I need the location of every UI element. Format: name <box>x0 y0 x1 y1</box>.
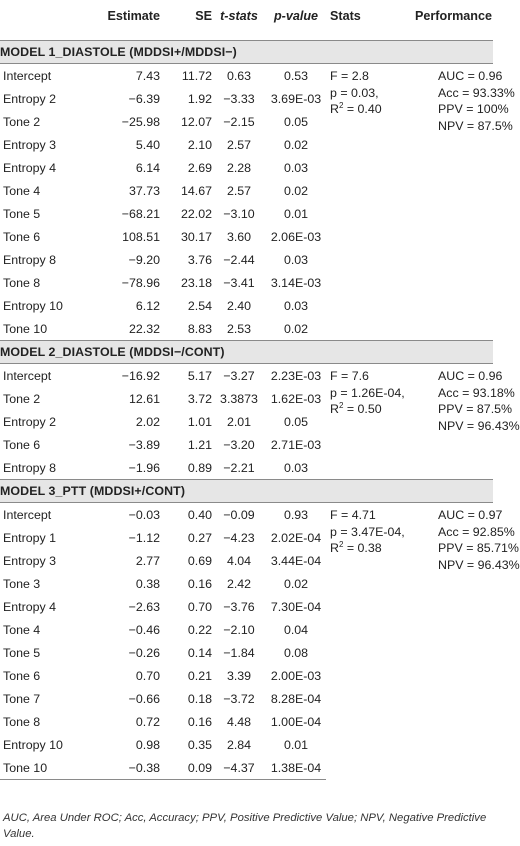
term-cell: Tone 7 <box>3 691 41 706</box>
term-cell: Entropy 10 <box>3 737 63 752</box>
p-value-cell: 0.03 <box>283 252 309 267</box>
se-cell: 1.92 <box>187 91 212 106</box>
r-squared-exponent: 2 <box>338 100 344 110</box>
p-value-cell: 2.71E-03 <box>270 437 322 452</box>
header-estimate: Estimate <box>107 9 160 23</box>
p-value-cell: 3.14E-03 <box>270 275 322 290</box>
model-p-value: p = 3.47E-04, <box>330 524 405 539</box>
table-header-row <box>0 0 493 32</box>
p-value-cell: 2.02E-04 <box>270 530 322 545</box>
t-stat-cell: −4.37 <box>212 756 266 780</box>
term-cell: Entropy 2 <box>3 91 57 106</box>
r-squared-symbol: R <box>330 402 339 416</box>
term-cell: Tone 4 <box>3 183 41 198</box>
model-3-title: MODEL 3_PTT (MDDSI+/CONT) <box>0 480 493 503</box>
table-row <box>0 364 493 388</box>
estimate-cell: −6.39 <box>128 91 160 106</box>
estimate-cell: −68.21 <box>121 206 160 221</box>
performance-metric: AUC = 0.96 <box>438 369 503 383</box>
estimate-cell: −78.96 <box>121 275 160 290</box>
estimate-cell: 0.38 <box>135 576 160 591</box>
term-cell: Tone 10 <box>0 756 102 780</box>
estimate-cell: −9.20 <box>128 252 160 267</box>
t-stat-cell: −3.10 <box>223 206 255 221</box>
performance-metric: NPV = 96.43% <box>438 557 520 572</box>
term-cell: Intercept <box>3 507 52 522</box>
estimate-cell: 0.70 <box>135 668 160 683</box>
performance-metric: AUC = 0.96 <box>438 69 503 83</box>
header-stats: Stats <box>330 9 361 23</box>
se-cell: 0.14 <box>187 645 212 660</box>
t-stat-cell: 2.57 <box>226 137 252 152</box>
se-cell: 8.83 <box>160 317 212 341</box>
p-value-cell: 0.93 <box>283 507 309 522</box>
table-footnote: AUC, Area Under ROC; Acc, Accuracy; PPV, Positive Predictive Value; NPV, Negative Predictive Value. <box>3 812 487 840</box>
model-3-performance <box>414 503 520 780</box>
p-value-cell: 2.00E-03 <box>270 668 322 683</box>
t-stat-cell: −3.72 <box>223 691 255 706</box>
term-cell: Tone 3 <box>3 576 41 591</box>
estimate-cell: 6.12 <box>135 298 160 313</box>
p-value-cell: 0.05 <box>283 114 309 129</box>
term-cell: Tone 8 <box>3 275 41 290</box>
term-cell: Intercept <box>3 68 52 83</box>
estimate-cell: 7.43 <box>135 68 160 83</box>
estimate-cell: −16.92 <box>121 368 160 383</box>
estimate-cell: −0.66 <box>128 691 160 706</box>
header-term <box>0 0 102 32</box>
term-cell: Entropy 8 <box>0 456 102 480</box>
p-value-cell: 1.00E-04 <box>270 714 322 729</box>
r-squared-value: = 0.40 <box>343 102 382 116</box>
estimate-cell: −1.12 <box>128 530 160 545</box>
t-stat-cell: −3.27 <box>223 368 255 383</box>
se-cell: 3.72 <box>187 391 212 406</box>
t-stat-cell: 3.3873 <box>220 391 258 406</box>
performance-metric: NPV = 87.5% <box>438 118 513 133</box>
header-t-stats <box>212 0 266 32</box>
se-cell: 1.21 <box>187 437 212 452</box>
t-stat-cell: 4.48 <box>226 714 252 729</box>
t-stat-cell: −1.84 <box>223 645 255 660</box>
model-3-stats <box>326 503 414 780</box>
se-cell: 0.70 <box>187 599 212 614</box>
p-value-cell: 0.02 <box>283 183 309 198</box>
performance-metric: NPV = 96.43% <box>438 418 520 433</box>
term-cell: Tone 8 <box>3 714 41 729</box>
se-cell: 0.35 <box>187 737 212 752</box>
term-cell: Tone 6 <box>3 229 41 244</box>
t-stat-cell: −3.33 <box>223 91 255 106</box>
term-cell: Entropy 1 <box>3 530 57 545</box>
p-value-cell: 3.44E-04 <box>270 553 322 568</box>
t-stat-cell: 2.42 <box>226 576 252 591</box>
p-value-cell: 0.03 <box>283 298 309 313</box>
estimate-cell: −1.96 <box>102 456 160 480</box>
se-cell: 0.16 <box>187 576 212 591</box>
t-stat-cell: 2.01 <box>226 414 252 429</box>
term-cell: Entropy 2 <box>3 414 57 429</box>
t-stat-cell: 2.40 <box>226 298 252 313</box>
table-row <box>0 503 493 527</box>
r-squared-value: = 0.50 <box>343 402 382 416</box>
estimate-cell: 0.72 <box>135 714 160 729</box>
t-stat-cell: 2.53 <box>212 317 266 341</box>
se-cell: 14.67 <box>180 183 212 198</box>
r-squared <box>330 540 414 557</box>
t-stat-cell: −2.44 <box>223 252 255 267</box>
p-value-cell: 0.02 <box>266 317 326 341</box>
r-squared-symbol: R <box>330 102 339 116</box>
estimate-cell: −2.63 <box>128 599 160 614</box>
t-stat-cell: −0.09 <box>223 507 255 522</box>
estimate-cell: 37.73 <box>128 183 160 198</box>
model-3-title-row <box>0 480 493 503</box>
p-value-cell: 0.08 <box>283 645 309 660</box>
se-cell: 0.27 <box>187 530 212 545</box>
p-value-cell: 0.53 <box>283 68 309 83</box>
term-cell: Tone 4 <box>3 622 41 637</box>
t-stat-cell: 2.57 <box>226 183 252 198</box>
f-statistic: F = 7.6 <box>330 369 369 383</box>
t-stat-cell: −4.23 <box>223 530 255 545</box>
estimate-cell: 22.32 <box>102 317 160 341</box>
se-cell: 12.07 <box>180 114 212 129</box>
estimate-cell: −3.89 <box>128 437 160 452</box>
se-cell: 11.72 <box>181 68 212 83</box>
r-squared-symbol: R <box>330 541 339 555</box>
header-t-stats-label: t-stats <box>220 9 258 23</box>
term-cell: Tone 5 <box>3 645 41 660</box>
term-cell: Tone 6 <box>3 668 41 683</box>
term-cell: Tone 6 <box>3 437 41 452</box>
p-value-cell: 0.02 <box>283 576 309 591</box>
se-cell: 0.18 <box>187 691 212 706</box>
f-statistic: F = 4.71 <box>330 508 376 522</box>
estimate-cell: −0.38 <box>102 756 160 780</box>
estimate-cell: 12.61 <box>128 391 160 406</box>
header-performance: Performance <box>415 9 492 23</box>
model-1-performance <box>414 64 515 341</box>
model-2-title: MODEL 2_DIASTOLE (MDDSI−/CONT) <box>0 341 493 364</box>
se-cell: 0.16 <box>187 714 212 729</box>
estimate-cell: −0.26 <box>128 645 160 660</box>
t-stat-cell: 3.39 <box>226 668 252 683</box>
se-cell: 0.89 <box>160 456 212 480</box>
r-squared <box>330 401 414 418</box>
p-value-cell: 1.62E-03 <box>270 391 322 406</box>
model-p-value: p = 0.03, <box>330 85 379 100</box>
p-value-cell: 0.01 <box>283 206 309 221</box>
t-stat-cell: −3.76 <box>223 599 255 614</box>
header-divider <box>0 32 493 41</box>
se-cell: 2.54 <box>187 298 212 313</box>
t-stat-cell: −2.10 <box>223 622 255 637</box>
header-p-value-label: p-value <box>273 9 319 23</box>
se-cell: 22.02 <box>180 206 212 221</box>
estimate-cell: 0.98 <box>135 737 160 752</box>
se-cell: 5.17 <box>187 368 212 383</box>
performance-metric: PPV = 85.71% <box>438 541 519 555</box>
p-value-cell: 8.28E-04 <box>270 691 322 706</box>
term-cell: Entropy 4 <box>3 160 57 175</box>
model-2-performance <box>414 364 520 480</box>
r-squared-value: = 0.38 <box>343 541 382 555</box>
p-value-cell: 0.01 <box>283 737 309 752</box>
r-squared-exponent: 2 <box>338 539 344 549</box>
performance-metric: Acc = 93.33% <box>438 85 515 100</box>
term-cell: Tone 10 <box>0 317 102 341</box>
term-cell: Entropy 10 <box>3 298 63 313</box>
se-cell: 2.10 <box>187 137 212 152</box>
p-value-cell: 0.02 <box>283 137 309 152</box>
t-stat-cell: 0.63 <box>226 68 252 83</box>
term-cell: Entropy 3 <box>3 137 57 152</box>
term-cell: Entropy 8 <box>3 252 57 267</box>
p-value-cell: 0.03 <box>266 456 326 480</box>
p-value-cell: 3.69E-03 <box>270 91 322 106</box>
se-cell: 30.17 <box>180 229 212 244</box>
t-stat-cell: 3.60 <box>226 229 252 244</box>
se-cell: 0.69 <box>187 553 212 568</box>
se-cell: 0.09 <box>160 756 212 780</box>
term-cell: Intercept <box>3 368 52 383</box>
se-cell: 2.69 <box>187 160 212 175</box>
term-cell: Tone 2 <box>3 114 41 129</box>
p-value-cell: 1.38E-04 <box>266 756 326 780</box>
performance-metric: PPV = 100% <box>438 102 509 116</box>
performance-metric: Acc = 93.18% <box>438 385 515 400</box>
performance-metric: AUC = 0.97 <box>438 508 503 522</box>
t-stat-cell: −3.41 <box>223 275 255 290</box>
r-squared <box>330 101 414 118</box>
performance-metric: Acc = 92.85% <box>438 524 515 539</box>
estimate-cell: 2.02 <box>135 414 160 429</box>
t-stat-cell: 2.28 <box>226 160 252 175</box>
model-2-title-row <box>0 341 493 364</box>
t-stat-cell: 2.84 <box>226 737 252 752</box>
header-p-value <box>266 0 326 32</box>
model-p-value: p = 1.26E-04, <box>330 385 405 400</box>
term-cell: Tone 2 <box>3 391 41 406</box>
term-cell: Entropy 3 <box>3 553 57 568</box>
term-cell: Entropy 4 <box>3 599 57 614</box>
table-body <box>0 41 520 780</box>
t-stat-cell: −2.21 <box>212 456 266 480</box>
p-value-cell: 2.23E-03 <box>270 368 322 383</box>
f-statistic: F = 2.8 <box>330 69 369 83</box>
p-value-cell: 2.06E-03 <box>270 229 322 244</box>
table-row <box>0 64 493 88</box>
model-1-title-row <box>0 41 493 64</box>
estimate-cell: 6.14 <box>135 160 160 175</box>
term-cell: Tone 5 <box>3 206 41 221</box>
se-cell: 0.21 <box>187 668 212 683</box>
t-stat-cell: −2.15 <box>223 114 255 129</box>
estimate-cell: −25.98 <box>121 114 160 129</box>
p-value-cell: 0.05 <box>283 414 309 429</box>
estimate-cell: 5.40 <box>135 137 160 152</box>
se-cell: 1.01 <box>187 414 212 429</box>
model-1-title: MODEL 1_DIASTOLE (MDDSI+/MDDSI−) <box>0 41 493 64</box>
p-value-cell: 0.03 <box>283 160 309 175</box>
estimate-cell: −0.03 <box>128 507 160 522</box>
p-value-cell: 7.30E-04 <box>270 599 322 614</box>
header-se: SE <box>195 9 212 23</box>
p-value-cell: 0.04 <box>283 622 309 637</box>
model-2-stats <box>326 364 414 480</box>
estimate-cell: 108.51 <box>122 229 160 244</box>
se-cell: 23.18 <box>180 275 212 290</box>
estimate-cell: −0.46 <box>128 622 160 637</box>
t-stat-cell: −3.20 <box>223 437 255 452</box>
model-1-stats <box>326 64 414 341</box>
se-cell: 3.76 <box>187 252 212 267</box>
t-stat-cell: 4.04 <box>226 553 252 568</box>
estimate-cell: 2.77 <box>135 553 160 568</box>
performance-metric: PPV = 87.5% <box>438 402 513 416</box>
se-cell: 0.40 <box>187 507 212 522</box>
r-squared-exponent: 2 <box>338 400 344 410</box>
se-cell: 0.22 <box>187 622 212 637</box>
